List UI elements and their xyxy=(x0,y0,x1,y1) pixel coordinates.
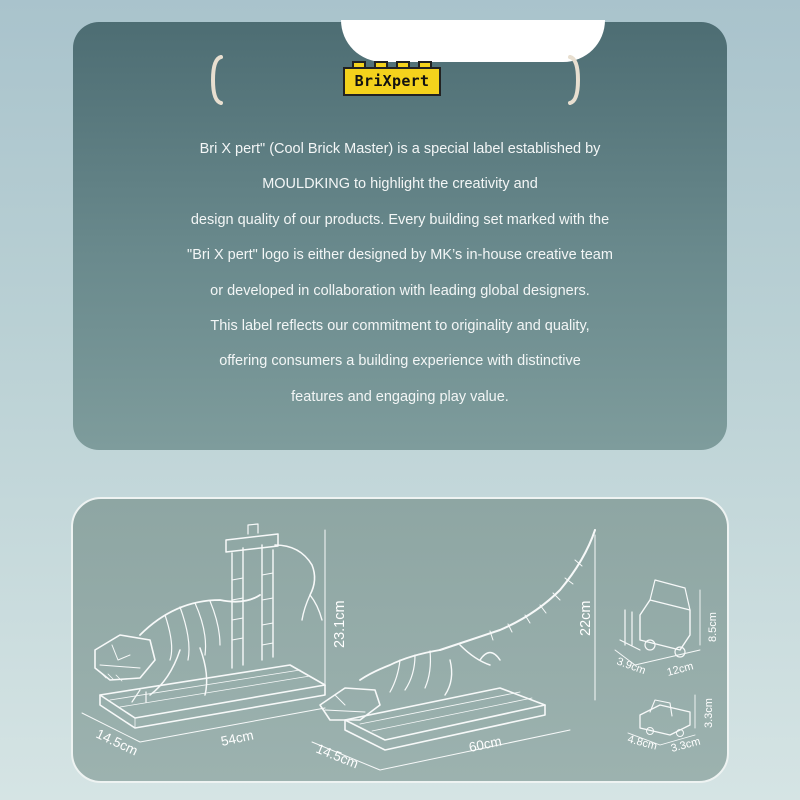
description-line: This label reflects our commitment to originality and quality, xyxy=(210,317,590,334)
forklift-model xyxy=(620,580,690,657)
description-line: "Bri X pert" logo is either designed by MK’s in-house creative team xyxy=(187,247,613,264)
raptor-length-label: 60cm xyxy=(467,733,503,755)
description-line: or developed in collaboration with leading global designers. xyxy=(210,282,590,299)
description-line: offering consumers a building experience with distinctive xyxy=(219,353,581,370)
raptor-depth-label: 14.5cm xyxy=(313,740,361,772)
description-line: Bri X pert" (Cool Brick Master) is a special label established by xyxy=(199,141,601,157)
small-vehicle-model xyxy=(640,700,690,737)
vehicle-height-label: 3.3cm xyxy=(703,698,715,728)
raptor-skeleton-model xyxy=(320,530,595,750)
trex-height-label: 23.1cm xyxy=(332,600,348,648)
forklift-depth-label: 3.9cm xyxy=(614,655,648,678)
trex-length-label: 54cm xyxy=(219,727,255,749)
logo-text: BriXpert xyxy=(343,67,441,96)
description-line: MOULDKING to highlight the creativity and xyxy=(262,176,538,193)
trex-skeleton-model xyxy=(95,524,325,728)
forklift-length-label: 12cm xyxy=(665,660,695,679)
vehicle-length-label: 3.3cm xyxy=(669,735,702,755)
vehicle-depth-label: 4.8cm xyxy=(626,733,659,753)
trex-depth-label: 14.5cm xyxy=(93,726,141,759)
raptor-height-label: 22cm xyxy=(578,600,594,636)
forklift-height-label: 8.5cm xyxy=(707,612,719,642)
description-line: design quality of our products. Every building set marked with the xyxy=(190,211,610,228)
description-line: features and engaging play value. xyxy=(291,388,509,405)
